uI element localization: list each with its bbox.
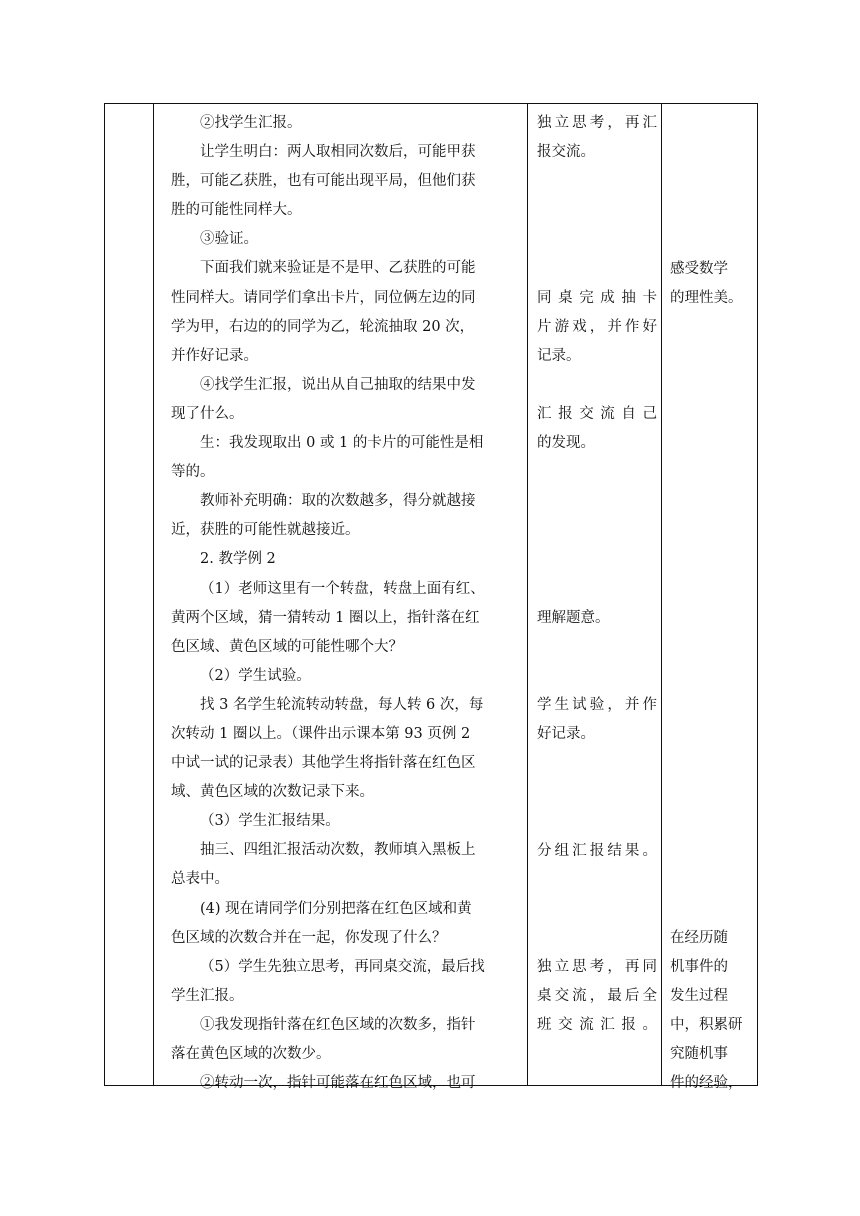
student-activity-line: 理解题意。 [537, 609, 610, 626]
student-activity-line: 独立思考，再汇 [537, 115, 657, 131]
student-activity-line: 学生试验，并作 [537, 697, 657, 713]
paragraph-line: ②找学生汇报。 [200, 115, 302, 131]
student-activity-line: 好记录。 [537, 726, 595, 743]
paragraph-line: 落在黄色区域的次数少。 [171, 1046, 331, 1062]
paragraph-line: 胜，可能乙获胜，也有可能出现平局，但他们获 [171, 173, 476, 190]
paragraph-line: 中试一试的记录表）其他学生将指针落在红色区 [171, 755, 476, 772]
paragraph-line: ②转动一次，指针可能落在红色区域，也可 [200, 1075, 476, 1092]
student-activity-line: 片游戏，并作好 [537, 318, 657, 335]
student-activity-line: 独立思考，再同 [537, 958, 657, 975]
student-activity-line: 班交流汇报。 [537, 1017, 657, 1034]
design-intent-line: 机事件的 [670, 958, 728, 975]
paragraph-line: 域、黄色区域的次数记录下来。 [171, 784, 374, 801]
paragraph-line: 现了什么。 [171, 405, 244, 422]
teaching-process-cell [171, 109, 523, 1098]
paragraph-line: 次转动 1 圈以上。（课件出示课本第 93 页例 2 [171, 725, 471, 742]
table-top-border [104, 103, 758, 104]
design-intent-line: 件的经验， [670, 1075, 743, 1092]
design-intent-line: 感受数学 [670, 260, 728, 277]
paragraph-line: 并作好记录。 [171, 347, 258, 364]
table-right-border [757, 103, 758, 1086]
paragraph-line: 近，获胜的可能性就越接近。 [171, 522, 360, 539]
paragraph-line: （3）学生汇报结果。 [200, 813, 340, 830]
paragraph-line: 让学生明白：两人取相同次数后，可能甲获 [200, 144, 476, 161]
paragraph-line: 找 3 名学生轮流转动转盘，每人转 6 次，每 [200, 696, 484, 713]
paragraph-line: 学为甲，右边的的同学为乙，轮流抽取 20 次， [171, 318, 475, 335]
column-divider-3 [661, 103, 662, 1086]
paragraph-line: 抽三、四组汇报活动次数，教师填入黑板上 [200, 842, 476, 859]
paragraph-line: 下面我们就来验证是不是甲、乙获胜的可能 [200, 260, 476, 277]
student-activity-line: 报交流。 [537, 144, 595, 161]
paragraph-line: 生：我发现取出 0 或 1 的卡片的可能性是相 [200, 435, 484, 452]
paragraph-line: （1）老师这里有一个转盘，转盘上面有红、 [200, 580, 485, 597]
paragraph-line: 胜的可能性同样大。 [171, 202, 302, 219]
student-activity-line: 的发现。 [537, 435, 595, 452]
table-left-border [104, 103, 105, 1086]
design-intent-line: 的理性美。 [670, 289, 743, 306]
paragraph-line: （2）学生试验。 [200, 667, 311, 684]
student-activity-line: 分组汇报结果。 [537, 842, 657, 859]
paragraph-line: (4) 现在请同学们分别把落在红色区域和黄 [200, 900, 472, 917]
paragraph-line: 色区域、黄色区域的可能性哪个大？ [171, 638, 403, 655]
paragraph-line: ④找学生汇报，说出从自己抽取的结果中发 [200, 376, 476, 393]
column-divider-2 [527, 103, 528, 1086]
student-activity-line: 同桌完成抽卡 [537, 289, 657, 306]
student-activity-line: 桌交流，最后全 [537, 988, 657, 1004]
paragraph-line: 性同样大。请同学们拿出卡片，同位俩左边的同 [171, 289, 476, 306]
paragraph-line: ③验证。 [200, 231, 258, 248]
paragraph-line: ①我发现指针落在红色区域的次数多，指针 [200, 1016, 476, 1033]
paragraph-line: 教师补充明确：取的次数越多，得分就越接 [200, 493, 476, 510]
paragraph-line: 学生汇报。 [171, 987, 244, 1004]
paragraph-line: 黄两个区域，猜一猜转动 1 圈以上，指针落在红 [171, 609, 480, 626]
column-divider-1 [153, 103, 154, 1086]
paragraph-line: 等的。 [171, 464, 215, 481]
design-intent-line: 究随机事 [670, 1046, 728, 1063]
design-intent-line: 在经历随 [670, 929, 728, 946]
student-activity-line: 记录。 [537, 347, 581, 364]
paragraph-line: 色区域的次数合并在一起，你发现了什么？ [171, 929, 447, 946]
paragraph-line: （5）学生先独立思考，再同桌交流，最后找 [200, 958, 485, 975]
paragraph-line: 总表中。 [171, 871, 229, 888]
design-intent-line: 发生过程 [670, 988, 728, 1004]
student-activity-line: 汇报交流自己 [537, 406, 657, 422]
design-intent-line: 中，积累研 [670, 1017, 743, 1034]
paragraph-line: 2. 教学例 2 [200, 551, 276, 568]
